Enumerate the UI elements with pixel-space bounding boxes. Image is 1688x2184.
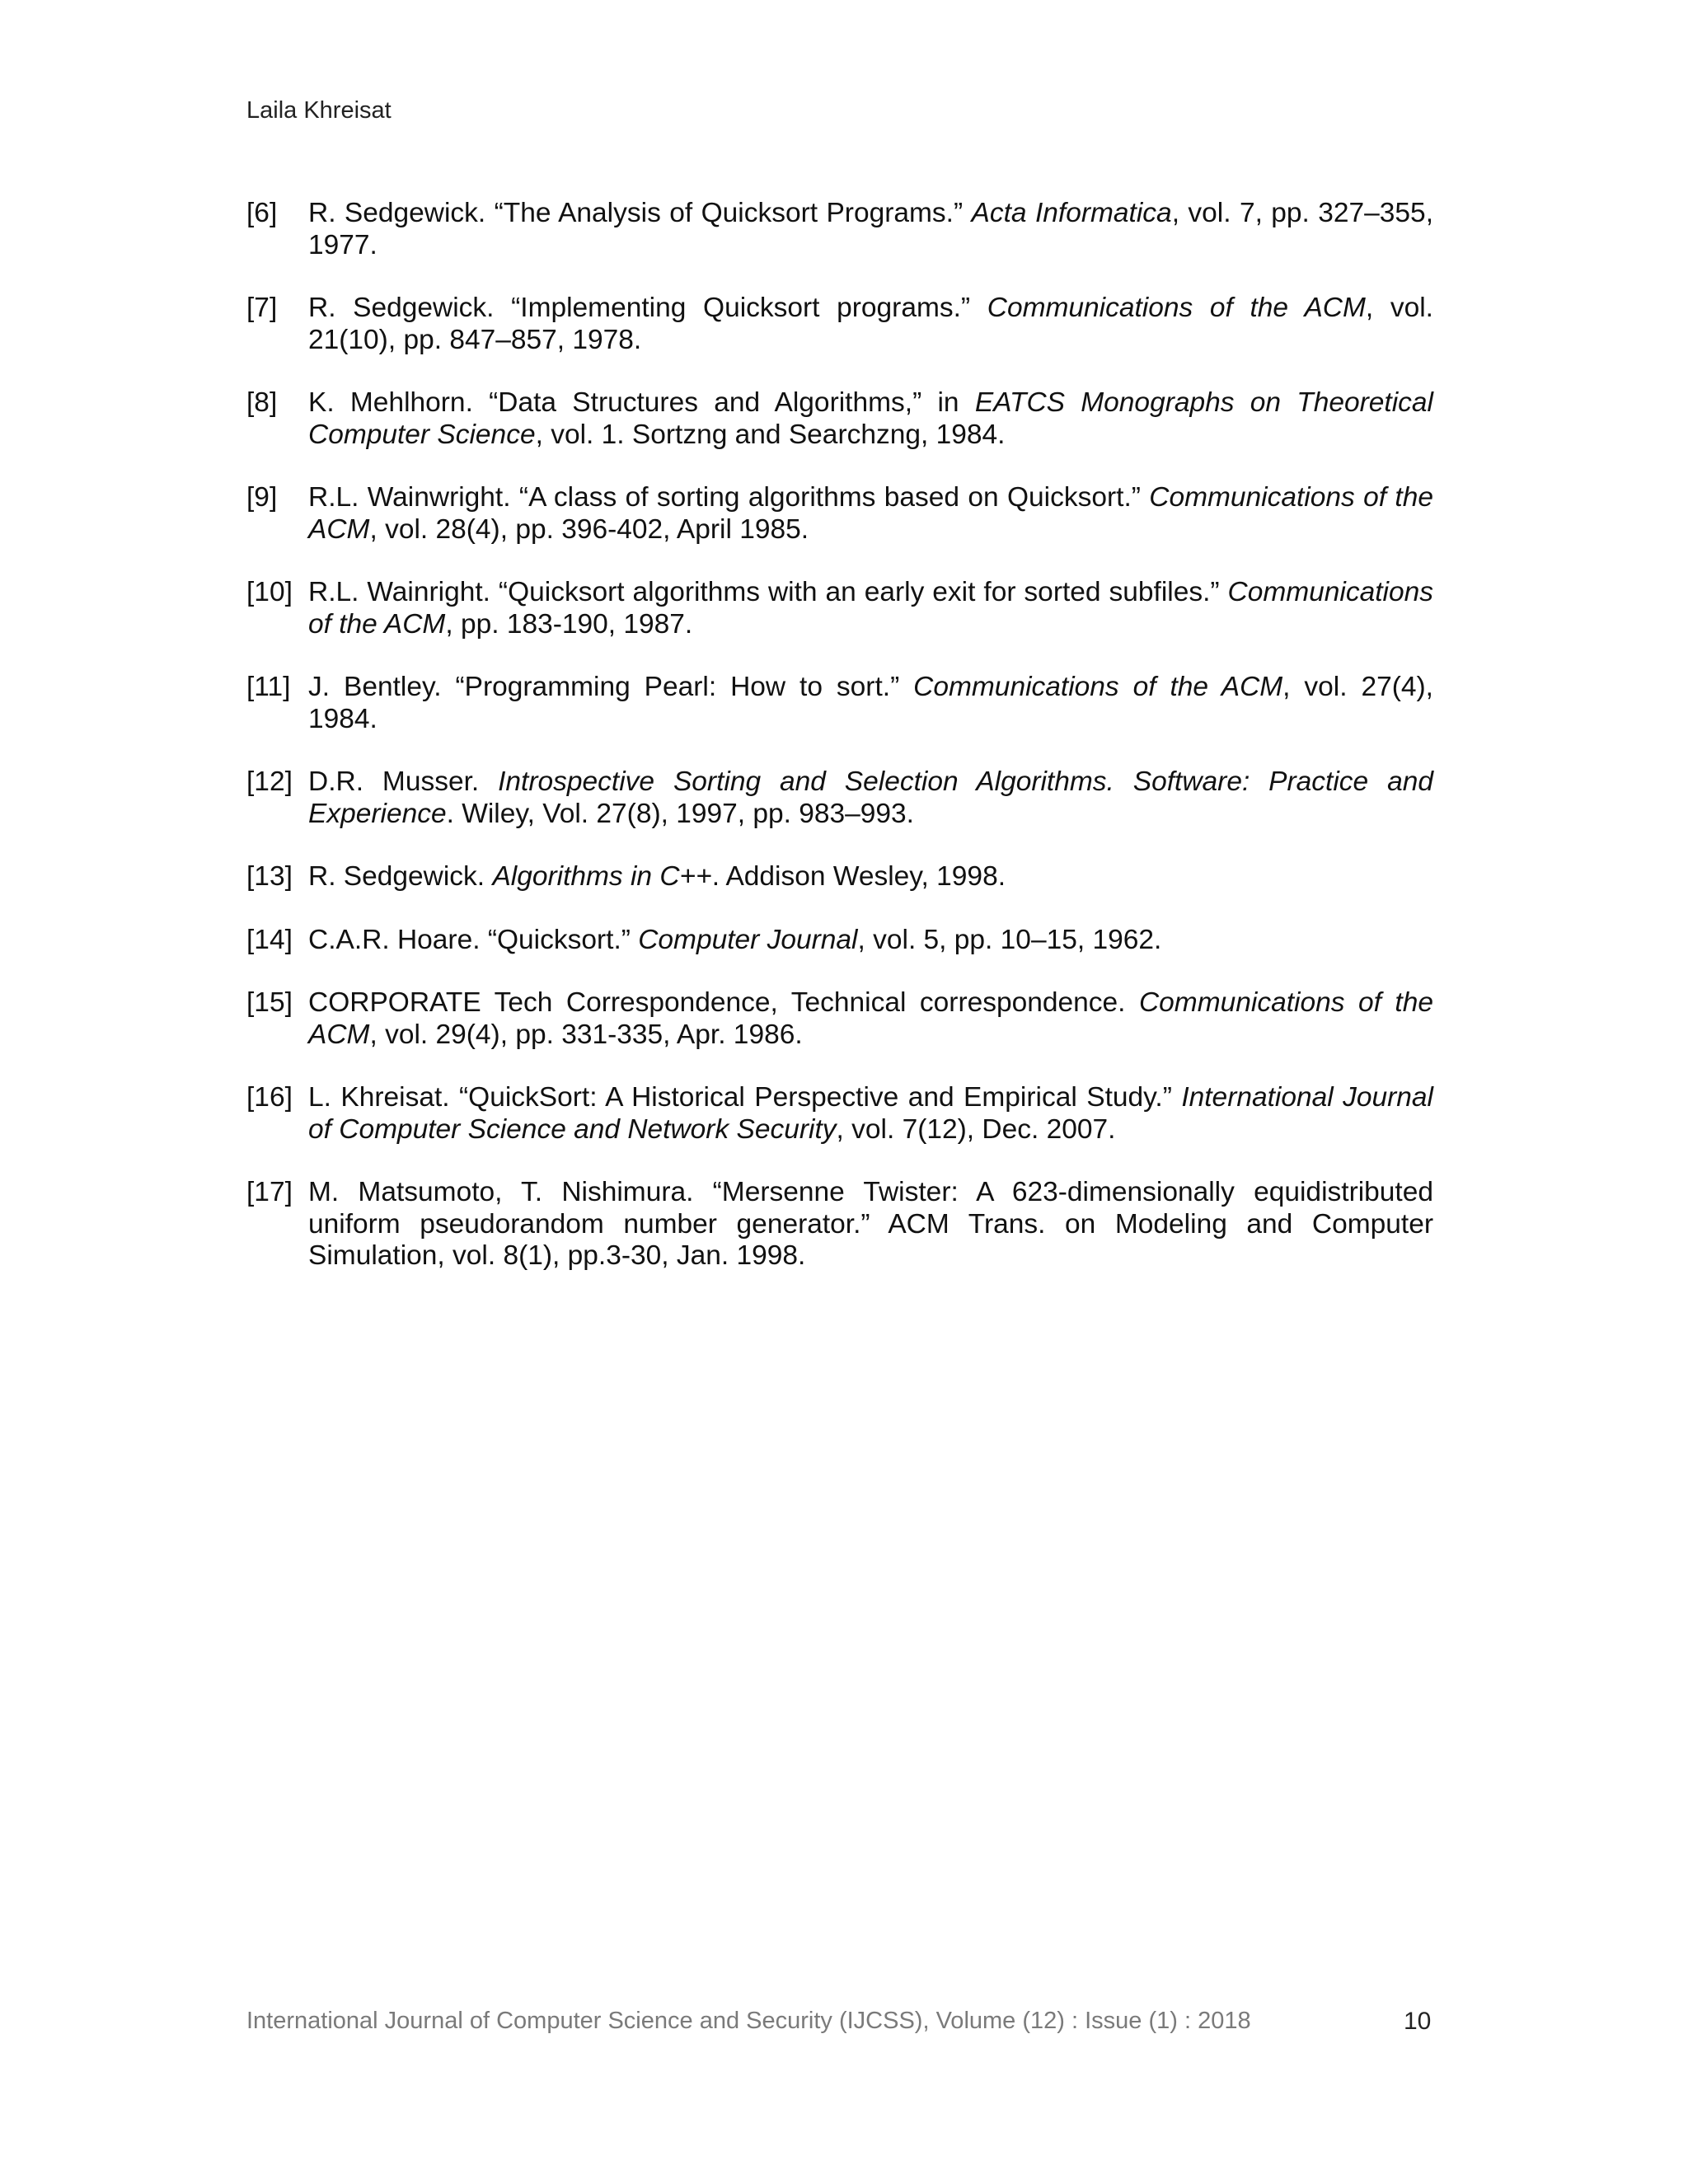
page-number: 10 xyxy=(1404,2008,1432,2035)
reference-text: R. Sedgewick. “The Analysis of Quicksort Programs.” Acta Informatica, vol. 7, pp. 327–355, 1977. xyxy=(308,198,1433,260)
reference-text: J. Bentley. “Programming Pearl: How to sort.” Communications of the ACM, vol. 27(4), 1984. xyxy=(308,672,1433,734)
reference-number: [16] xyxy=(246,1082,293,1113)
reference-text: D.R. Musser. Introspective Sorting and Selection Algorithms. Software: Practice and Experience. Wiley, Vol. 27(8), 1997, pp. 983–993. xyxy=(308,766,1433,829)
reference-text: R. Sedgewick. “Implementing Quicksort programs.” Communications of the ACM, vol. 21(10), pp. 847–857, 1978. xyxy=(308,293,1433,355)
reference-number: [8] xyxy=(246,387,278,418)
reference-number: [10] xyxy=(246,577,293,607)
reference-venue: Communications of the ACM xyxy=(913,672,1283,702)
reference-text: M. Matsumoto, T. Nishimura. “Mersenne Twister: A 623-dimensionally equidistributed uniform pseudorandom number generator.” ACM Trans. on Modeling and Computer Simulation, vol. 8(1), pp.3-30, Jan. 1998. xyxy=(308,1177,1433,1271)
reference-number: [17] xyxy=(246,1177,293,1207)
reference-venue: EATCS Monographs on Theoretical Computer Science xyxy=(308,387,1433,450)
reference-venue: Acta Informatica xyxy=(971,198,1172,228)
reference-text: L. Khreisat. “QuickSort: A Historical Perspective and Empirical Study.” International Journal of Computer Science and Network Security, vol. 7(12), Dec. 2007. xyxy=(308,1082,1434,1145)
reference-item xyxy=(246,482,1433,546)
reference-text: R.L. Wainwright. “A class of sorting algorithms based on Quicksort.” Communications of the ACM, vol. 28(4), pp. 396-402, April 1985. xyxy=(308,482,1433,545)
reference-number: [11] xyxy=(246,672,291,702)
reference-item xyxy=(246,1082,1433,1146)
reference-item xyxy=(246,387,1433,451)
reference-venue: Communications of the ACM xyxy=(308,482,1433,545)
reference-item xyxy=(246,987,1433,1051)
reference-number: [13] xyxy=(246,861,293,892)
reference-item xyxy=(246,925,1433,957)
reference-number: [14] xyxy=(246,924,293,955)
reference-text: K. Mehlhorn. “Data Structures and Algorithms,” in EATCS Monographs on Theoretical Computer Science, vol. 1. Sortzng and Searchzng, 1984. xyxy=(308,387,1433,450)
reference-item xyxy=(246,293,1433,356)
reference-venue: Communications of the ACM xyxy=(987,293,1366,323)
reference-venue: International Journal of Computer Science and Network Security xyxy=(308,1082,1434,1145)
reference-venue: Computer Journal xyxy=(638,924,858,955)
reference-list xyxy=(246,198,1433,1304)
reference-text: R. Sedgewick. Algorithms in C++. Addison Wesley, 1998. xyxy=(308,861,1006,892)
reference-venue: Communications of the ACM xyxy=(308,577,1433,640)
reference-item xyxy=(246,672,1433,735)
footer-journal-citation: International Journal of Computer Science and Security (IJCSS), Volume (12) : Issue (1) : 2018 xyxy=(246,2008,1251,2034)
reference-item xyxy=(246,198,1433,261)
reference-item xyxy=(246,766,1433,830)
reference-text: C.A.R. Hoare. “Quicksort.” Computer Journal, vol. 5, pp. 10–15, 1962. xyxy=(308,924,1162,955)
running-header-author: Laila Khreisat xyxy=(246,97,392,124)
reference-number: [6] xyxy=(246,198,278,228)
reference-item xyxy=(246,861,1433,893)
reference-text: R.L. Wainright. “Quicksort algorithms with an early exit for sorted subfiles.” Communications of the ACM, pp. 183-190, 1987. xyxy=(308,577,1433,640)
reference-number: [12] xyxy=(246,766,293,797)
reference-item xyxy=(246,1177,1433,1272)
reference-venue: Introspective Sorting and Selection Algorithms. Software: Practice and Experience xyxy=(308,766,1433,829)
reference-venue: Communications of the ACM xyxy=(308,987,1433,1050)
reference-number: [9] xyxy=(246,482,278,513)
reference-item xyxy=(246,577,1433,640)
reference-venue: Algorithms in C++ xyxy=(492,861,712,892)
reference-number: [15] xyxy=(246,987,293,1018)
reference-text: CORPORATE Tech Correspondence, Technical correspondence. Communications of the ACM, vol. 29(4), pp. 331-335, Apr. 1986. xyxy=(308,987,1433,1050)
reference-number: [7] xyxy=(246,293,278,323)
